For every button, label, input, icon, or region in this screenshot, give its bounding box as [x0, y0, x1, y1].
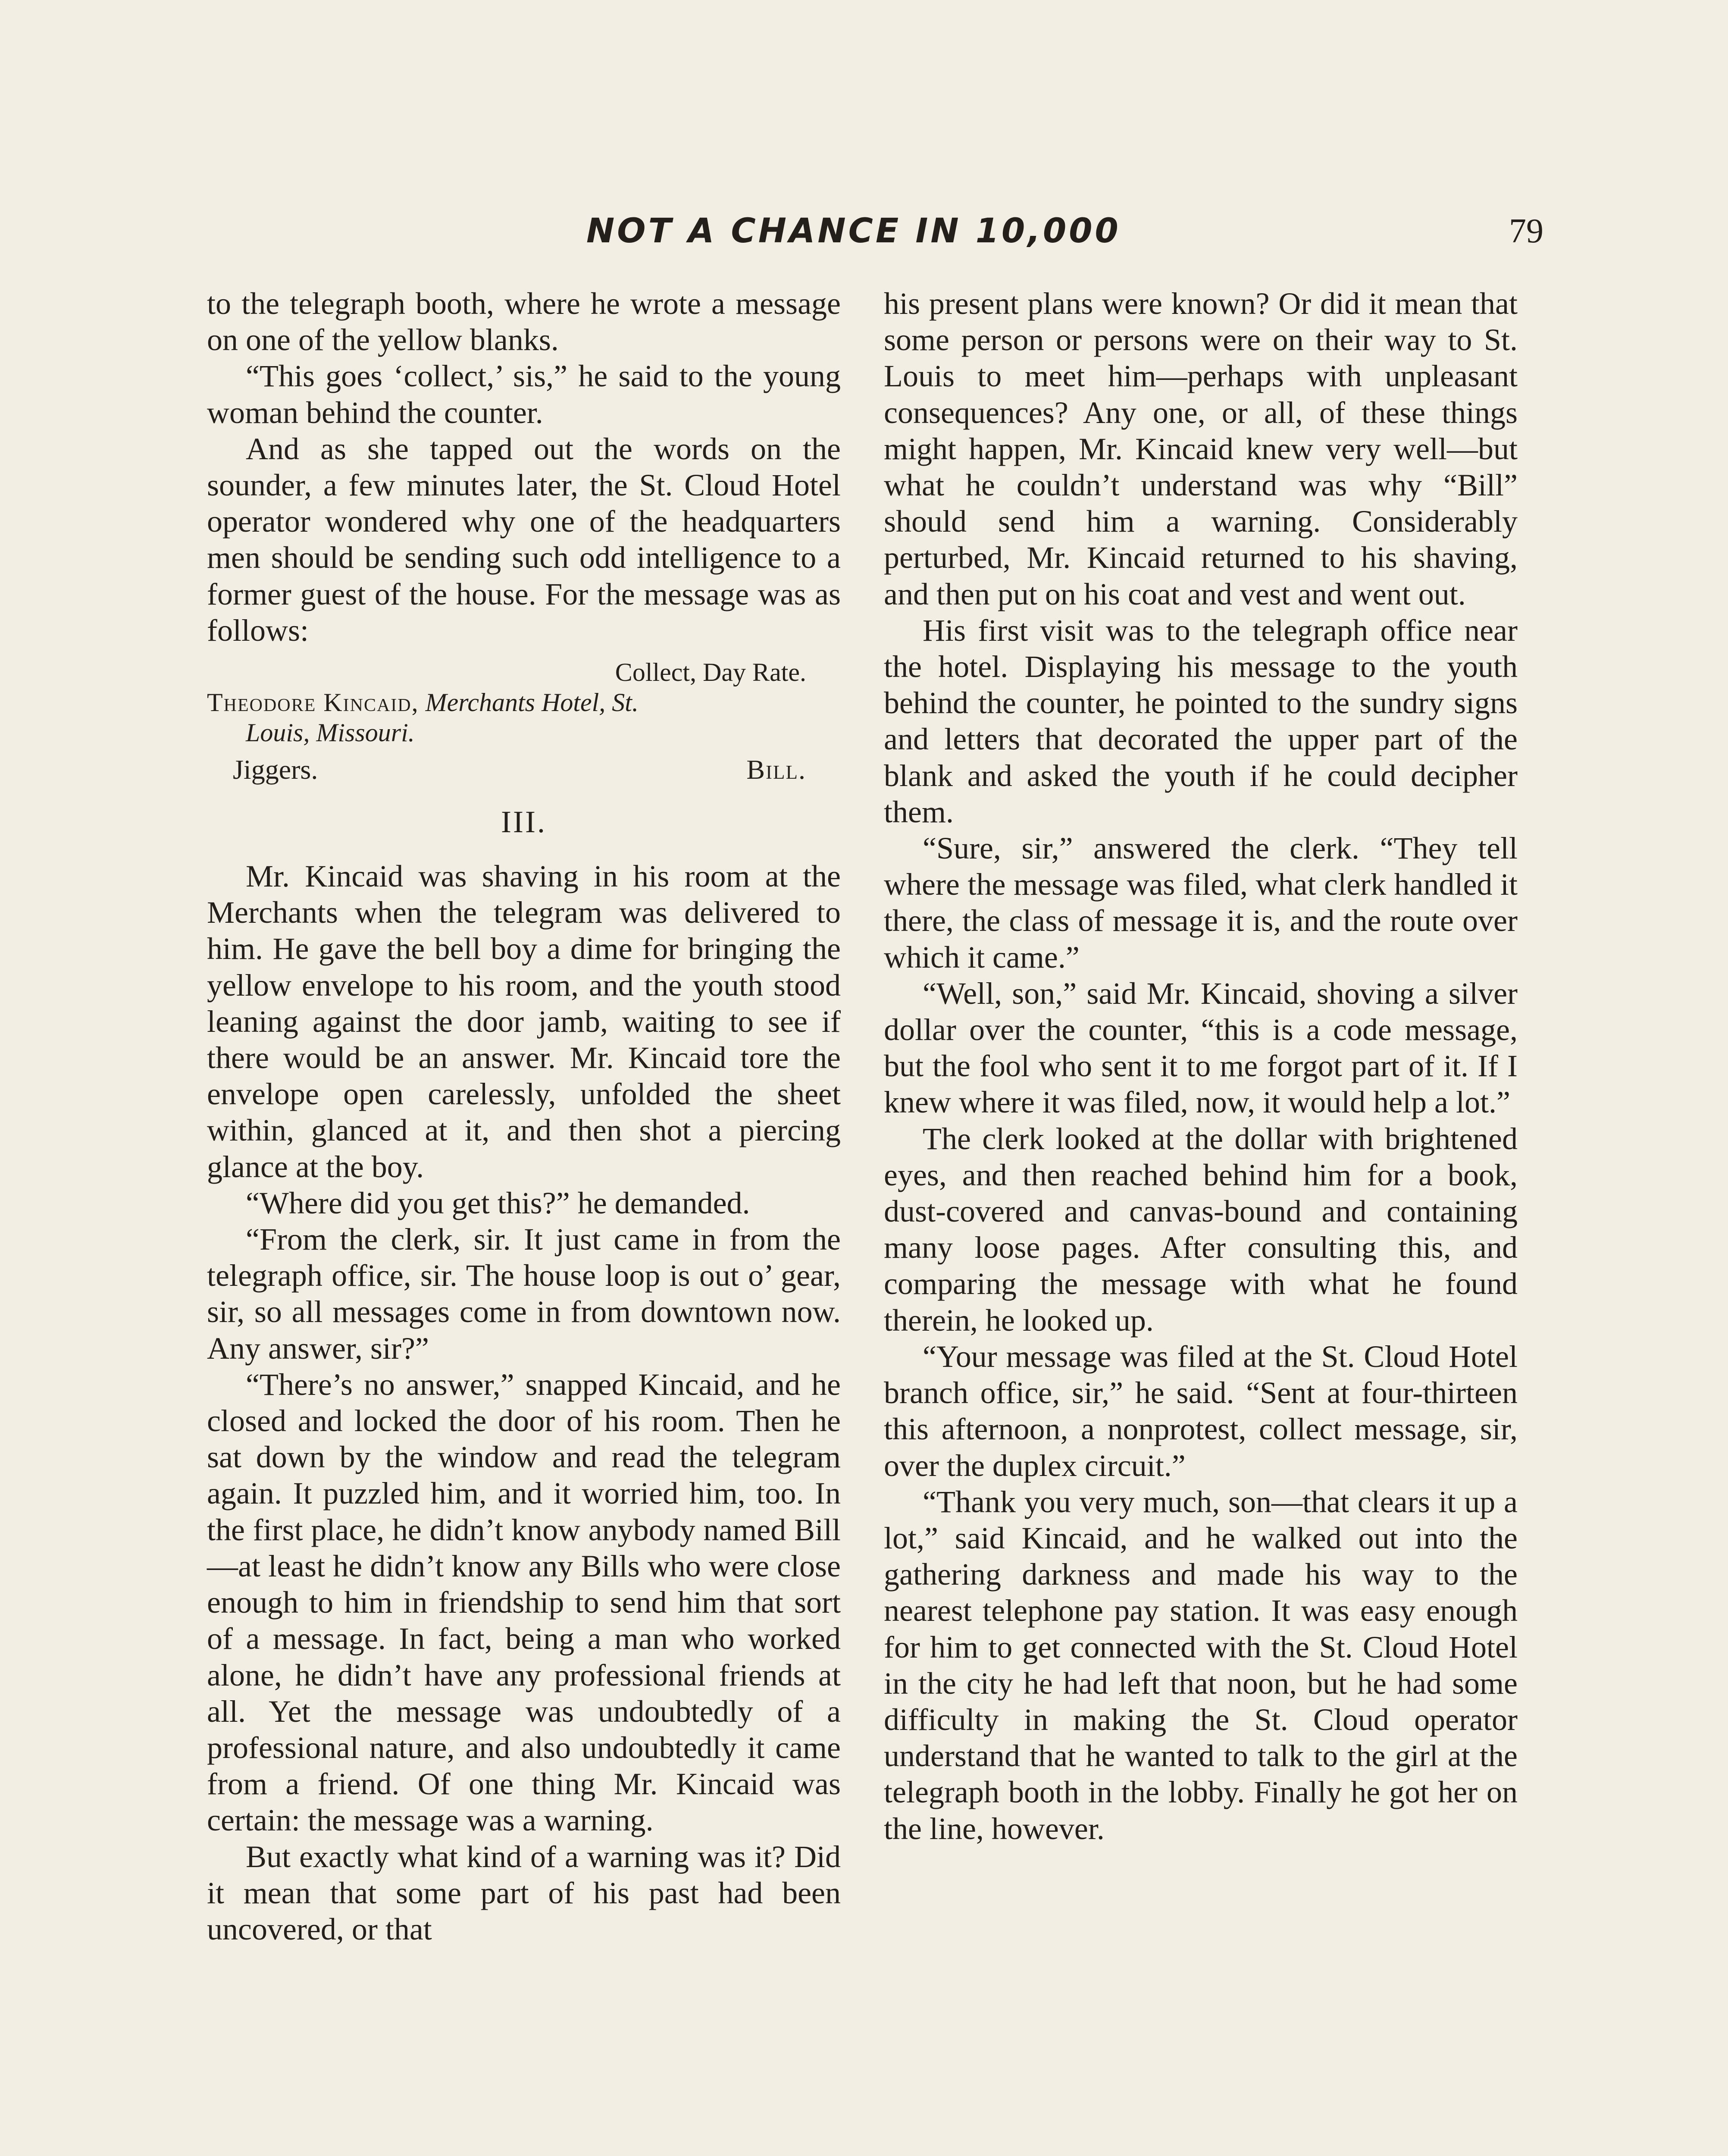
- telegram-address-line-2: Louis, Missouri.: [246, 718, 415, 747]
- paragraph: “Your message was filed at the St. Cloud Hotel branch office, sir,” he said. “Sent at four-thirteen this afternoon, a nonprotest, collect message, sir, over the duplex circuit.”: [884, 1339, 1518, 1483]
- left-column: [207, 285, 841, 1947]
- page-number: 79: [1509, 212, 1543, 250]
- paragraph: But exactly what kind of a warning was it? Did it mean that some part of his past had been uncovered, or that: [207, 1839, 841, 1946]
- right-column: [884, 285, 1518, 1847]
- paragraph: his present plans were known? Or did it mean that some person or persons were on their way to St. Louis to meet him—perhaps with unpleasant consequences? Any one, or all, of these things might happen, Mr. Kincaid knew very well—but what he couldn’t understand was why “Bill” should send him a warning. Considerably perturbed, Mr. Kincaid returned to his shaving, and then put on his coat and vest and went out.: [884, 286, 1518, 611]
- telegram-address: [207, 687, 841, 718]
- telegram-body: [207, 755, 841, 785]
- paragraph: “There’s no answer,” snapped Kincaid, and he closed and locked the door of his room. Then he sat down by the window and read the telegram again. It puzzled him, and it worried him, too. In the first place, he didn’t know anybody named Bill—at least he didn’t know any Bills who were close enough to him in friendship to send him that sort of a message. In fact, being a man who worked alone, he didn’t have any professional friends at all. Yet the message was undoubtedly of a professional nature, and also undoubtedly it came from a friend. Of one thing Mr. Kincaid was certain: the message was a warning.: [207, 1367, 841, 1838]
- paragraph: “Thank you very much, son—that clears it up a lot,” said Kincaid, and he walked out into the gathering darkness and made his way to the nearest telephone pay station. It was easy enough for him to get connected with the St. Cloud Hotel in the city he had left that noon, but he had some difficulty in making the St. Cloud operator understand that he wanted to talk to the girl at the telegraph booth in the lobby. Finally he got her on the line, however.: [884, 1484, 1518, 1846]
- telegram-message: Jiggers.: [233, 754, 318, 785]
- paragraph: to the telegraph booth, where he wrote a message on one of the yellow blanks.: [207, 286, 841, 357]
- paragraph: The clerk looked at the dollar with brightened eyes, and then reached behind him for a book, dust-covered and canvas-bound and containing many loose pages. After consulting this, and comparing the message with what he found therein, he looked up.: [884, 1121, 1518, 1338]
- paragraph: Mr. Kincaid was shaving in his room at the Merchants when the telegram was delivered to him. He gave the bell boy a dime for bringing the yellow envelope to his room, and the youth stood leaning against the door jamb, waiting to see if there would be an answer. Mr. Kincaid tore the envelope open carelessly, unfolded the sheet within, glanced at it, and then shot a piercing glance at the boy.: [207, 859, 841, 1184]
- page-header: [207, 205, 1543, 257]
- running-title: NOT A CHANCE IN 10,000: [586, 212, 1121, 251]
- paragraph: “Well, son,” said Mr. Kincaid, shoving a silver dollar over the counter, “this is a code message, but the fool who sent it to me forgot part of it. If I knew where it was filed, now, it would help a lot.”: [884, 976, 1518, 1120]
- paragraph: “Where did you get this?” he demanded.: [246, 1185, 750, 1220]
- telegram-block: [207, 657, 841, 785]
- section-heading: III.: [501, 805, 547, 840]
- telegram-addressee: Theodore Kincaid,: [207, 688, 419, 717]
- paragraph: His first visit was to the telegraph office near the hotel. Displaying his message to the youth behind the counter, he pointed to the sundry signs and letters that decorated the upper part of the blank and asked the youth if he could decipher them.: [884, 613, 1518, 829]
- telegram-rate: Collect, Day Rate.: [615, 658, 806, 687]
- paragraph: “From the clerk, sir. It just came in from the telegraph office, sir. The house loop is out o’ gear, sir, so all messages come in from downtown now. Any answer, sir?”: [207, 1222, 841, 1366]
- paragraph: “This goes ‘collect,’ sis,” he said to the young woman behind the counter.: [207, 359, 841, 430]
- telegram-address-line: Merchants Hotel, St.: [425, 688, 639, 717]
- paragraph: “Sure, sir,” answered the clerk. “They tell where the message was filed, what clerk handled it there, the class of message it is, and the route over which it came.”: [884, 831, 1518, 975]
- paragraph: And as she tapped out the words on the sounder, a few minutes later, the St. Cloud Hotel operator wondered why one of the headquarters men should be sending such odd intelligence to a former guest of the house. For the message was as follows:: [207, 431, 841, 648]
- telegram-signature: Bill.: [746, 754, 806, 785]
